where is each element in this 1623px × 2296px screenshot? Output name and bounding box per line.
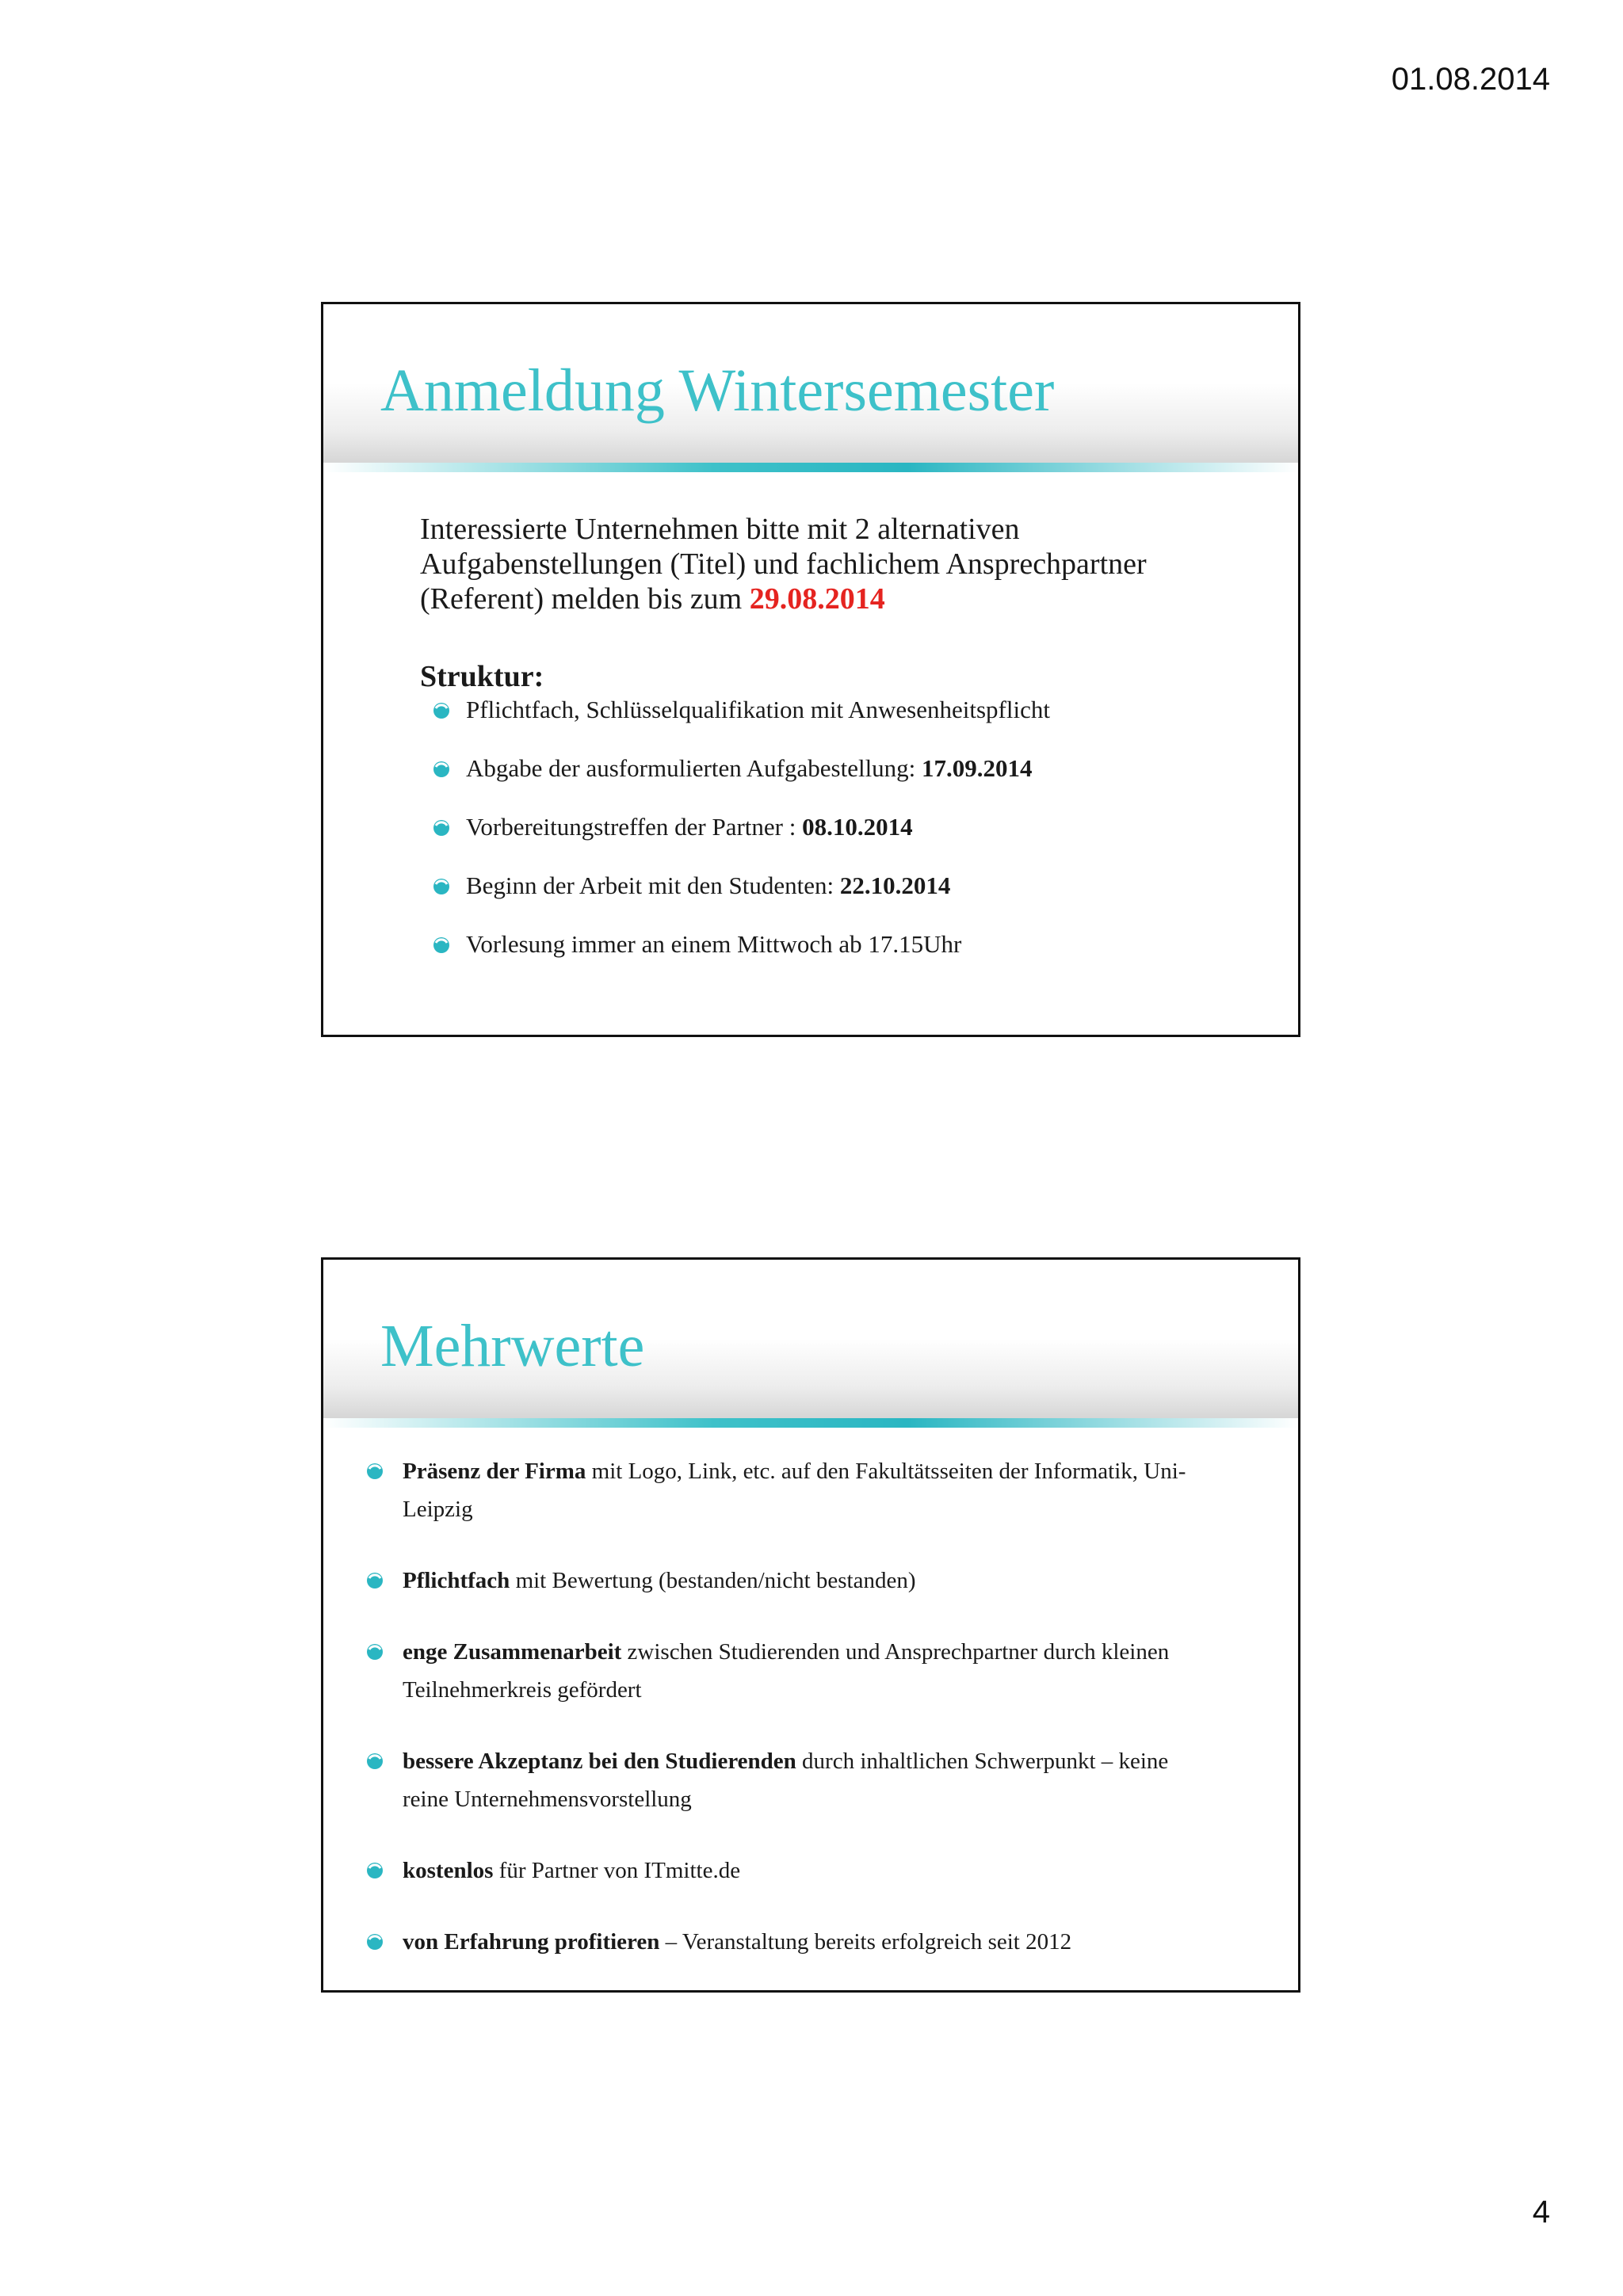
- list-item-text: Beginn der Arbeit mit den Studenten:: [466, 871, 840, 899]
- swirl-bullet-icon: [433, 936, 450, 954]
- intro-line: Aufgabenstellungen (Titel) und fachlichem Ansprechpartner: [420, 547, 1147, 581]
- list-item-text: Leipzig: [403, 1497, 473, 1522]
- list-item-date: 17.09.2014: [922, 754, 1033, 782]
- title-divider: [323, 463, 1298, 472]
- list-item: [433, 929, 1273, 987]
- list-item-text: Teilnehmerkreis gefördert: [403, 1677, 642, 1703]
- list-item-date: 22.10.2014: [839, 871, 951, 899]
- title-divider: [323, 1418, 1298, 1428]
- list-item: [365, 1452, 1260, 1528]
- slide-title: Mehrwerte: [380, 1313, 645, 1379]
- struktur-list: [433, 694, 1273, 987]
- intro-line: Interessierte Unternehmen bitte mit 2 alternativen: [420, 513, 1020, 546]
- list-item: [433, 870, 1273, 929]
- list-item: [365, 1852, 1260, 1890]
- swirl-bullet-icon: [366, 1753, 384, 1770]
- list-item-text: für Partner von ITmitte.de: [493, 1858, 741, 1883]
- swirl-bullet-icon: [433, 702, 450, 719]
- intro-text: [420, 512, 1260, 616]
- list-item-highlight: Präsenz der Firma: [403, 1459, 586, 1484]
- list-item-text: mit Bewertung (bestanden/nicht bestanden): [510, 1568, 916, 1593]
- list-item: [433, 753, 1273, 811]
- list-item-highlight: kostenlos: [403, 1858, 494, 1883]
- swirl-bullet-icon: [366, 1862, 384, 1879]
- list-item: [433, 811, 1273, 870]
- list-item-highlight: Pflichtfach: [403, 1568, 510, 1593]
- swirl-bullet-icon: [366, 1933, 384, 1951]
- list-item-text: Pflichtfach, Schlüsselqualifikation mit Anwesenheitspflicht: [466, 696, 1050, 723]
- page-date: 01.08.2014: [1391, 62, 1550, 97]
- swirl-bullet-icon: [433, 761, 450, 778]
- list-item-text: durch inhaltlichen Schwerpunkt – keine: [796, 1749, 1169, 1774]
- list-item-text: reine Unternehmensvorstellung: [403, 1787, 692, 1812]
- list-item-text: Vorbereitungstreffen der Partner :: [466, 813, 803, 841]
- list-item: [365, 1633, 1260, 1709]
- slide-mehrwerte: [321, 1257, 1300, 1993]
- list-item-text: Abgabe der ausformulierten Aufgabestellung:: [466, 754, 922, 782]
- swirl-bullet-icon: [366, 1572, 384, 1589]
- swirl-bullet-icon: [433, 819, 450, 837]
- list-item-text: – Veranstaltung bereits erfolgreich seit 2012: [659, 1929, 1072, 1955]
- list-item-date: 08.10.2014: [802, 813, 913, 841]
- list-item-highlight: enge Zusammenarbeit: [403, 1639, 622, 1665]
- list-item: [365, 1742, 1260, 1818]
- list-item-highlight: von Erfahrung profitieren: [403, 1929, 660, 1955]
- intro-line: (Referent) melden bis zum: [420, 582, 750, 616]
- page-number: 4: [1532, 2195, 1550, 2229]
- swirl-bullet-icon: [366, 1463, 384, 1480]
- list-item-highlight: bessere Akzeptanz bei den Studierenden: [403, 1749, 796, 1774]
- list-item: [433, 694, 1273, 753]
- registration-deadline: 29.08.2014: [749, 582, 885, 616]
- struktur-heading: Struktur:: [420, 660, 544, 693]
- slide-anmeldung: [321, 302, 1300, 1037]
- swirl-bullet-icon: [433, 878, 450, 895]
- swirl-bullet-icon: [366, 1643, 384, 1661]
- list-item-text: mit Logo, Link, etc. auf den Fakultätsseiten der Informatik, Uni-: [586, 1459, 1186, 1484]
- list-item: [365, 1923, 1260, 1961]
- list-item: [365, 1562, 1260, 1600]
- list-item-text: Vorlesung immer an einem Mittwoch ab 17.15Uhr: [466, 930, 962, 958]
- slide-title: Anmeldung Wintersemester: [380, 357, 1055, 424]
- mehrwerte-list: [365, 1452, 1260, 1993]
- list-item-text: zwischen Studierenden und Ansprechpartner durch kleinen: [621, 1639, 1170, 1665]
